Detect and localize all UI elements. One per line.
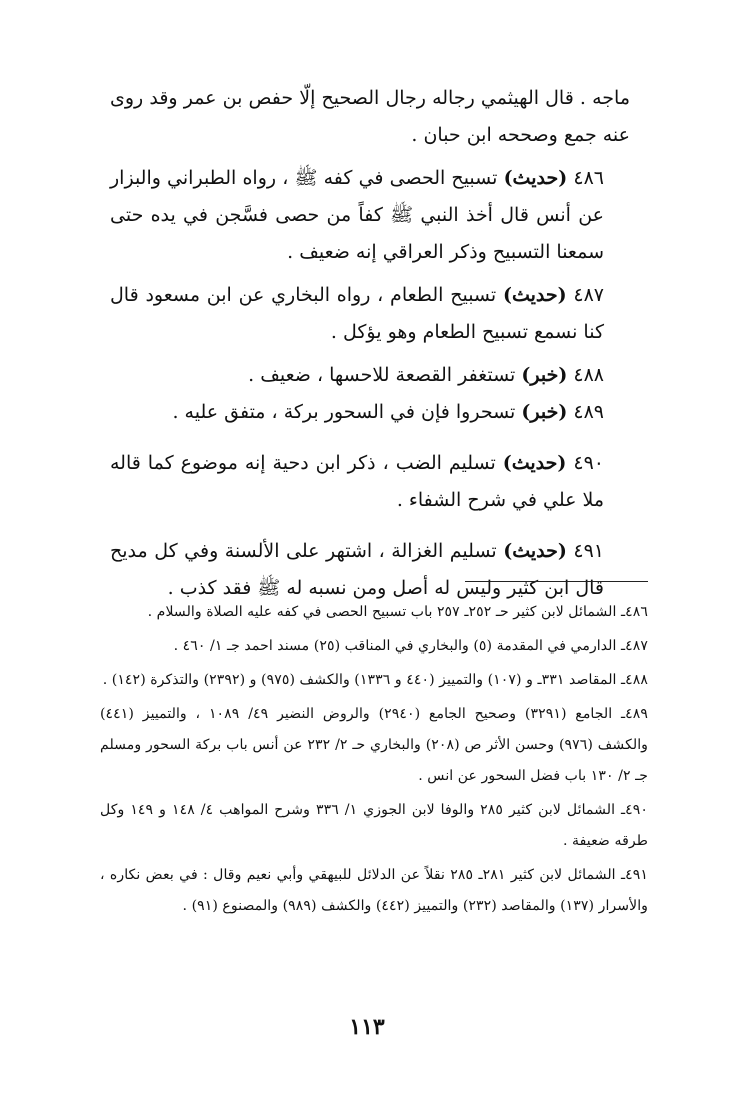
footnote-489: ٤٨٩ـ الجامع (٣٢٩١) وصحيح الجامع (٢٩٤٠) والروض النضير ٤٩/ ١٠٨٩ ، والتمييز (٤٤١) والكشف (٩٧٦) وحسن الأثر ص (٢٠٨) والبخاري حـ ٢/ ٢٣٢ عن أنس باب بركة السحور ومسلم جـ ٢/ ١٣٠ باب فضل السحور عن انس . (100, 706, 649, 784)
entry-text: تسليم الغزالة ، اشتهر على الألسنة وفي كل مديح قال ابن كثير وليس له أصل ومن نسبه له ﷺ فقد كذب . (110, 540, 604, 599)
entry-tag: (حديث) (502, 452, 567, 474)
entry-487 (110, 277, 630, 351)
entry-number: ٤٨٧ (573, 284, 605, 306)
entry-text: تسحروا فإن في السحور بركة ، متفق عليه . (172, 401, 516, 423)
entry-489 (110, 394, 630, 431)
entry-number: ٤٩١ (573, 540, 605, 562)
entry-tag: (خبر) (521, 401, 568, 423)
entry-text: تستغفر القصعة للاحسها ، ضعيف . (248, 364, 516, 386)
entry-488 (110, 357, 630, 394)
footnotes (100, 597, 648, 925)
entry-text: تسبيح الحصى في كفه ﷺ ، رواه الطبراني والبزار عن أنس قال أخذ النبي ﷺ كفاً من حصى فسَّجن في يده حتى سمعنا التسبيح وذكر العراقي إنه ضعيف . (110, 167, 604, 263)
footnote-487: ٤٨٧ـ الدارمي في المقدمة (٥) والبخاري في المناقب (٢٥) مسند احمد جـ ١/ ٤٦٠ . (173, 638, 648, 654)
paragraph-continuation (110, 80, 630, 154)
entry-number: ٤٨٦ (573, 167, 604, 189)
footnote-divider (465, 581, 648, 582)
entry-text: تسليم الضب ، ذكر ابن دحية إنه موضوع كما قاله ملا علي في شرح الشفاء . (110, 452, 604, 511)
entry-number: ٤٨٨ (573, 364, 604, 386)
entry-number: ٤٩٠ (573, 452, 604, 474)
entry-tag: (حديث) (502, 284, 567, 306)
paragraph-text: ماجه . قال الهيثمي رجاله رجال الصحيح إلّا حفص بن عمر وقد روى عنه جمع وصححه ابن حبان . (110, 87, 630, 146)
footnote-486: ٤٨٦ـ الشمائل لابن كثير حـ ٢٥٢ـ ٢٥٧ باب تسبيح الحصى في كفه عليه الصلاة والسلام . (147, 604, 648, 620)
entry-text: تسبيح الطعام ، رواه البخاري عن ابن مسعود قال كنا نسمع تسبيح الطعام وهو يؤكل . (110, 284, 604, 343)
footnote-490: ٤٩٠ـ الشمائل لابن كثير ٢٨٥ والوفا لابن الجوزي ١/ ٣٣٦ وشرح المواهب ٤/ ١٤٨ و ١٤٩ وكل طرقه ضعيفة . (100, 802, 648, 849)
entry-number: ٤٨٩ (573, 401, 604, 423)
entry-tag: (خبر) (521, 364, 568, 386)
entry-486 (110, 160, 630, 271)
entry-tag: (حديث) (503, 540, 567, 562)
entry-491 (110, 533, 630, 607)
page-number: ١١٣ (349, 1014, 385, 1040)
entry-tag: (حديث) (503, 167, 568, 189)
footnote-491: ٤٩١ـ الشمائل لابن كثير ٢٨١ـ ٢٨٥ نقلاً عن الدلائل للبيهقي وأبي نعيم وقال : في بعض نكاره ، والأسرار (١٣٧) والمقاصد (٢٣٢) والتمييز (٤٤٢) والكشف (٩٨٩) والمصنوع (٩١) . (100, 867, 648, 914)
footnote-488: ٤٨٨ـ المقاصد ٣٣١ـ و (١٠٧) والتمييز (٤٤٠ و ١٣٣٦) والكشف (٩٧٥) و (٢٣٩٢) والتذكرة (١٤٢) . (102, 672, 648, 688)
main-text (110, 80, 630, 607)
entry-490 (110, 445, 630, 519)
